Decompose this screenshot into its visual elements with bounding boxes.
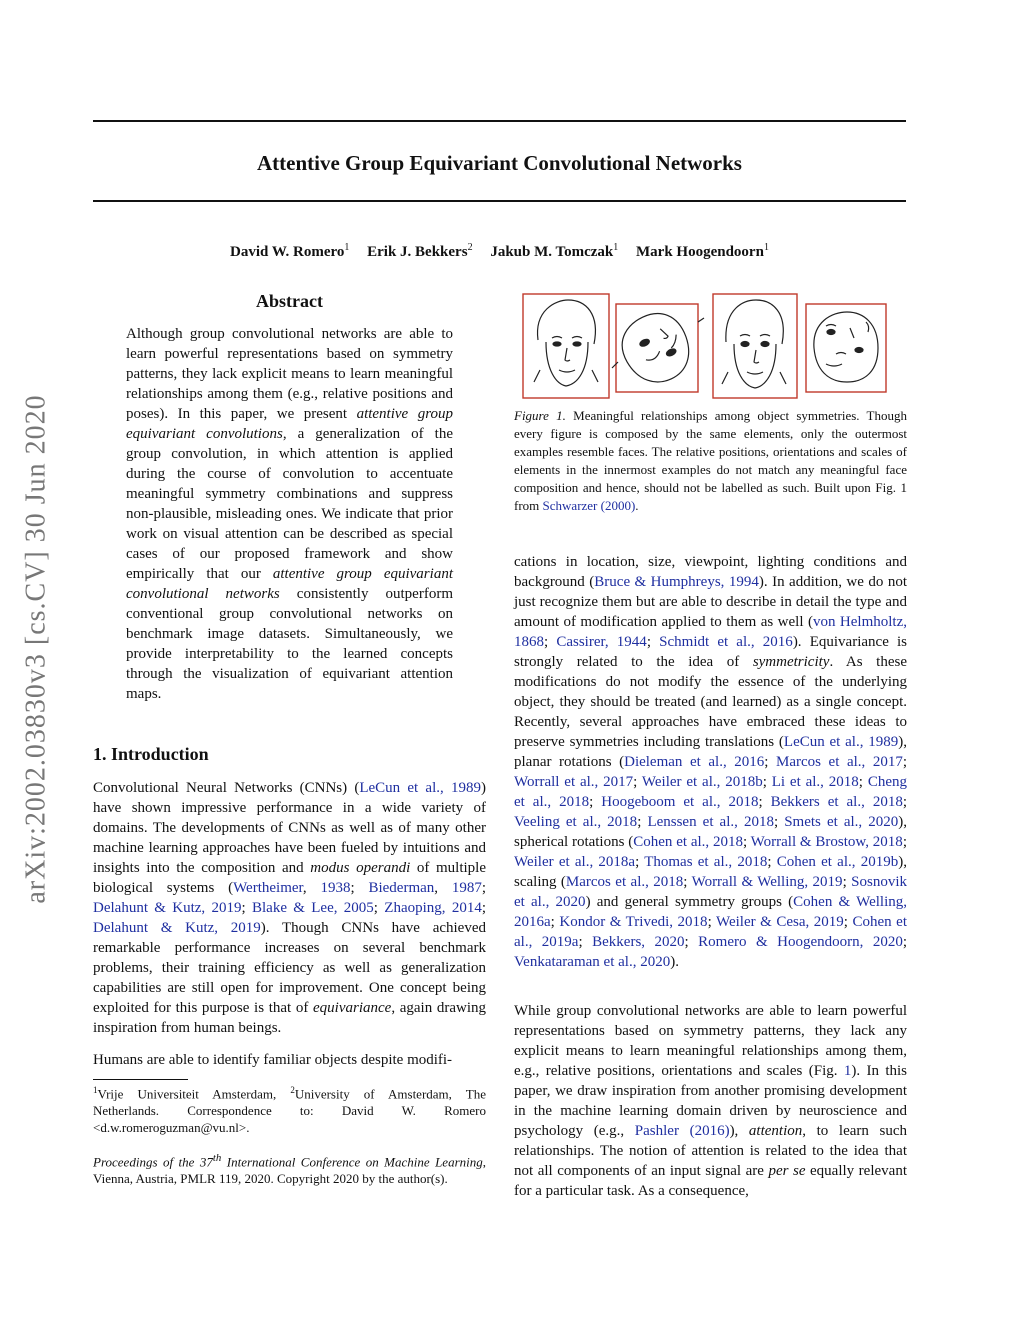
text-run: ). Equivariance is strongly related to the idea of	[514, 634, 908, 670]
text-run: ) have shown impressive performance in a wide variety of domains. The developments of CNNs as well as of many other machine learning approaches have been fueled by intuitions and insights into the composition and	[93, 780, 486, 876]
citation-link[interactable]: Schmidt et al., 2016	[659, 634, 793, 650]
citation-link[interactable]: Cohen et al., 2019b	[776, 854, 899, 870]
citation-link[interactable]: 1987	[451, 880, 482, 896]
text-run: ;	[842, 874, 852, 890]
text-run: ;	[902, 934, 908, 950]
affiliation-footnote: $^1$Vrije Universiteit Amsterdam, $^2$University of Amsterdam, The Netherlands. Correspondence to: David W. Romero <d.w.romeroguzman@vu.nl>.	[93, 1085, 486, 1136]
text-run: of multiple biological systems (	[93, 860, 486, 896]
text-run: ;	[683, 874, 692, 890]
text-run: ).	[670, 954, 679, 970]
text-run: , to learn such relationships. The notion of attention is related to the idea that not all components of an input signal are	[514, 1123, 907, 1179]
citation-link[interactable]: Smets et al., 2020	[784, 814, 899, 830]
face-sketch-upright-2	[713, 294, 797, 398]
figure-1-caption: Figure 1. Meaningful relationships among object symmetries. Though every figure is composed by the same elements, only the outermost examples resemble faces. The relative positions, orientations and scales of elements in the innermost examples do not match any meaningful face composition and hence, should not be labelled as such. Built upon Fig. 1 from Schwarzer (2000).	[514, 408, 908, 513]
citation-link[interactable]: Sosnovik et al., 2020	[514, 874, 908, 910]
text-run: ;	[637, 814, 648, 830]
citation-link[interactable]: Romero & Hoogendoorn, 2020	[698, 934, 903, 950]
text-run: ;	[481, 900, 486, 916]
text-run: While group convolutional networks are able to learn powerful representations based on symmetry patterns, they lack any explicit means to learn meaningful relationships among them, e.g., relative positions, orientations and scales (Fig.	[514, 1003, 907, 1079]
text-run: ;	[635, 854, 645, 870]
paper-title: Attentive Group Equivariant Convolutional Networks	[257, 151, 742, 175]
citation-link[interactable]: 1938	[320, 880, 351, 896]
text-run: equally relevant for a particular task. As a consequence,	[514, 1163, 907, 1199]
text-run: ,	[434, 880, 452, 896]
author: Mark Hoogendoorn$^1$	[636, 242, 769, 260]
citation-link[interactable]: Cassirer, 1944	[556, 634, 647, 650]
text-run: ) and general symmetry groups (	[585, 894, 794, 910]
citation-link[interactable]: Weiler & Cesa, 2019	[716, 914, 844, 930]
text-run: ;	[707, 914, 716, 930]
text-run: , again drawing inspiration from human beings.	[93, 1000, 486, 1036]
text-run: ;	[742, 834, 751, 850]
text-run: ;	[764, 754, 776, 770]
title-top-rule	[93, 120, 906, 122]
citation-link[interactable]: Lenssen et al., 2018	[647, 814, 774, 830]
emphasis-text: symmetricity	[752, 654, 830, 670]
citation-link[interactable]: Zhaoping, 2014	[384, 900, 482, 916]
citation-link[interactable]: Cohen et al., 2019a	[514, 914, 907, 950]
text-run: ;	[758, 794, 771, 810]
author-list	[93, 238, 906, 262]
text-run: ). In addition, we do not just recognize them but are able to describe in detail the type and amount of modification applied to them as well (	[514, 574, 907, 630]
emphasis-text: modus operandi	[310, 860, 411, 876]
body-paragraph-right-1	[514, 552, 907, 972]
text-run: Convolutional Neural Networks (CNNs) (	[93, 780, 360, 796]
citation-link[interactable]: Biederman	[368, 880, 435, 896]
face-sketch-jumbled-rotated	[612, 304, 704, 393]
citation-link[interactable]: Venkataraman et al., 2020	[514, 954, 671, 970]
text-run: ;	[773, 814, 785, 830]
text-run: ;	[843, 914, 853, 930]
text-run: ;	[589, 794, 602, 810]
citation-link[interactable]: Veeling et al., 2018	[514, 814, 638, 830]
citation-link[interactable]: Bekkers et al., 2018	[770, 794, 903, 810]
text-run: ;	[684, 934, 699, 950]
citation-link[interactable]: Worrall & Brostow, 2018	[750, 834, 903, 850]
text-run: ;	[544, 634, 557, 650]
citation-link[interactable]: Marcos et al., 2018	[565, 874, 684, 890]
citation-link[interactable]: 1	[843, 1063, 852, 1079]
citation-link[interactable]: Weiler et al., 2018a	[514, 854, 636, 870]
author: David W. Romero$^1$	[230, 242, 350, 260]
intro-paragraph	[93, 778, 486, 1038]
face-sketch-upright	[523, 294, 609, 398]
author: Erik J. Bekkers$^2$	[367, 242, 473, 260]
arxiv-sidebar	[4, 356, 70, 941]
text-run: ;	[481, 880, 487, 896]
citation-link[interactable]: Worrall et al., 2017	[514, 774, 634, 790]
text-run: ;	[241, 900, 252, 916]
abstract-heading: Abstract	[256, 291, 323, 311]
citation-link[interactable]: LeCun et al., 1989	[359, 780, 481, 796]
text-run: ;	[646, 634, 660, 650]
citation-link[interactable]: Cheng et al., 2018	[514, 774, 907, 810]
author: Jakub M. Tomczak$^1$	[490, 242, 619, 260]
text-run: ;	[350, 880, 369, 896]
text-run: ;	[373, 900, 385, 916]
text-run: ). In this paper, we draw inspiration from another promising development in the machine learning domain driven by neuroscience and psychology (e.g.,	[514, 1063, 907, 1139]
text-run: ;	[902, 754, 908, 770]
text-run: ). Though CNNs have achieved remarkable performance increases on several benchmark problems, their training efficiency as well as generalization capabilities are still open for improvement. One concept being exploited for this purpose is that of	[93, 920, 486, 1016]
citation-link[interactable]: Wertheimer	[233, 880, 303, 896]
citation-link[interactable]: LeCun et al., 1989	[783, 734, 899, 750]
citation-link[interactable]: Pashler (2016)	[634, 1123, 730, 1139]
footnote-rule	[93, 1079, 188, 1080]
citation-link[interactable]: Cohen et al., 2018	[633, 834, 743, 850]
text-run: ),	[729, 1123, 749, 1139]
citation-link[interactable]: von Helmholtz, 1868	[514, 614, 907, 650]
citation-link[interactable]: Hoogeboom et al., 2018	[601, 794, 759, 810]
citation-link[interactable]: Marcos et al., 2017	[776, 754, 903, 770]
citation-link[interactable]: Schwarzer (2000)	[542, 498, 636, 513]
abstract-text: Although group convolutional networks are able to learn powerful representations based on symmetry patterns, they lack explicit means to learn meaningful relationships among them (e.g., relative positions and poses). In this paper, we present attentive group equivariant convolutions, a generalization of the group convolution, in which attention is applied during the course of convolution to accentuate meaningful symmetry combinations and suppress non-plausible, misleading ones. We indicate that prior work on visual attention can be described as special cases of our proposed framework and show empirically that our attentive group equivariant convolutional networks consistently outperform conventional group convolutional networks on benchmark image datasets. Simultaneously, we provide interpretability to the learned concepts through the visualization of equivariant attention maps.	[126, 326, 453, 702]
citation-link[interactable]: Delahunt & Kutz, 2019	[93, 920, 261, 936]
citation-link[interactable]: Bruce & Humphreys, 1994	[594, 574, 759, 590]
text-run: ), planar rotations (	[514, 734, 907, 770]
text-run: ;	[578, 934, 593, 950]
text-run: ;	[858, 774, 868, 790]
arxiv-id: arXiv:2002.03830v3 [cs.CV] 30 Jun 2020	[21, 393, 53, 904]
citation-link[interactable]: Dieleman et al., 2016	[624, 754, 765, 770]
intro-paragraph-2: Humans are able to identify familiar objects despite modifi-	[93, 1052, 453, 1068]
text-run: cations in location, size, viewpoint, lighting conditions and background (	[514, 554, 907, 590]
text-run: ), spherical rotations (	[514, 814, 908, 850]
citation-link[interactable]: Worrall & Welling, 2019	[691, 874, 843, 890]
proceedings-note: Proceedings of the 37th International Conference on Machine Learning, Vienna, Austria, PMLR 119, 2020. Copyright 2020 by the author(s).	[93, 1152, 486, 1187]
text-run: ;	[902, 794, 907, 810]
text-run: ), scaling (	[514, 854, 907, 890]
text-run: ;	[902, 834, 907, 850]
citation-link[interactable]: Delahunt & Kutz, 2019	[93, 900, 242, 916]
title-bottom-rule	[93, 200, 906, 202]
text-run: ;	[550, 914, 560, 930]
citation-link[interactable]: Li et al., 2018	[771, 774, 859, 790]
text-run: ;	[633, 774, 642, 790]
face-sketch-jumbled	[806, 304, 886, 392]
text-run: . As these modifications do not modify the essence of the underlying object, they should be treated (and learned) as a single concept. Recently, several approaches have embraced these ideas to preserve symmetries including translations (	[514, 654, 907, 750]
figure-1-faces	[520, 292, 890, 400]
citation-link[interactable]: Thomas et al., 2018	[644, 854, 768, 870]
emphasis-text: per se	[768, 1163, 806, 1179]
emphasis-text: attention	[748, 1123, 803, 1139]
citation-link[interactable]: Cohen & Welling, 2016a	[514, 894, 907, 930]
text-run: ,	[302, 880, 321, 896]
citation-link[interactable]: Kondor & Trivedi, 2018	[559, 914, 708, 930]
citation-link[interactable]: Bekkers, 2020	[592, 934, 685, 950]
body-paragraph-right-2	[514, 1001, 907, 1201]
text-run: ;	[762, 774, 772, 790]
emphasis-text: equivariance	[313, 1000, 392, 1016]
citation-link[interactable]: Blake & Lee, 2005	[251, 900, 374, 916]
citation-link[interactable]: Weiler et al., 2018b	[641, 774, 763, 790]
text-run: ;	[767, 854, 777, 870]
section-heading-introduction: 1. Introduction	[93, 744, 209, 764]
